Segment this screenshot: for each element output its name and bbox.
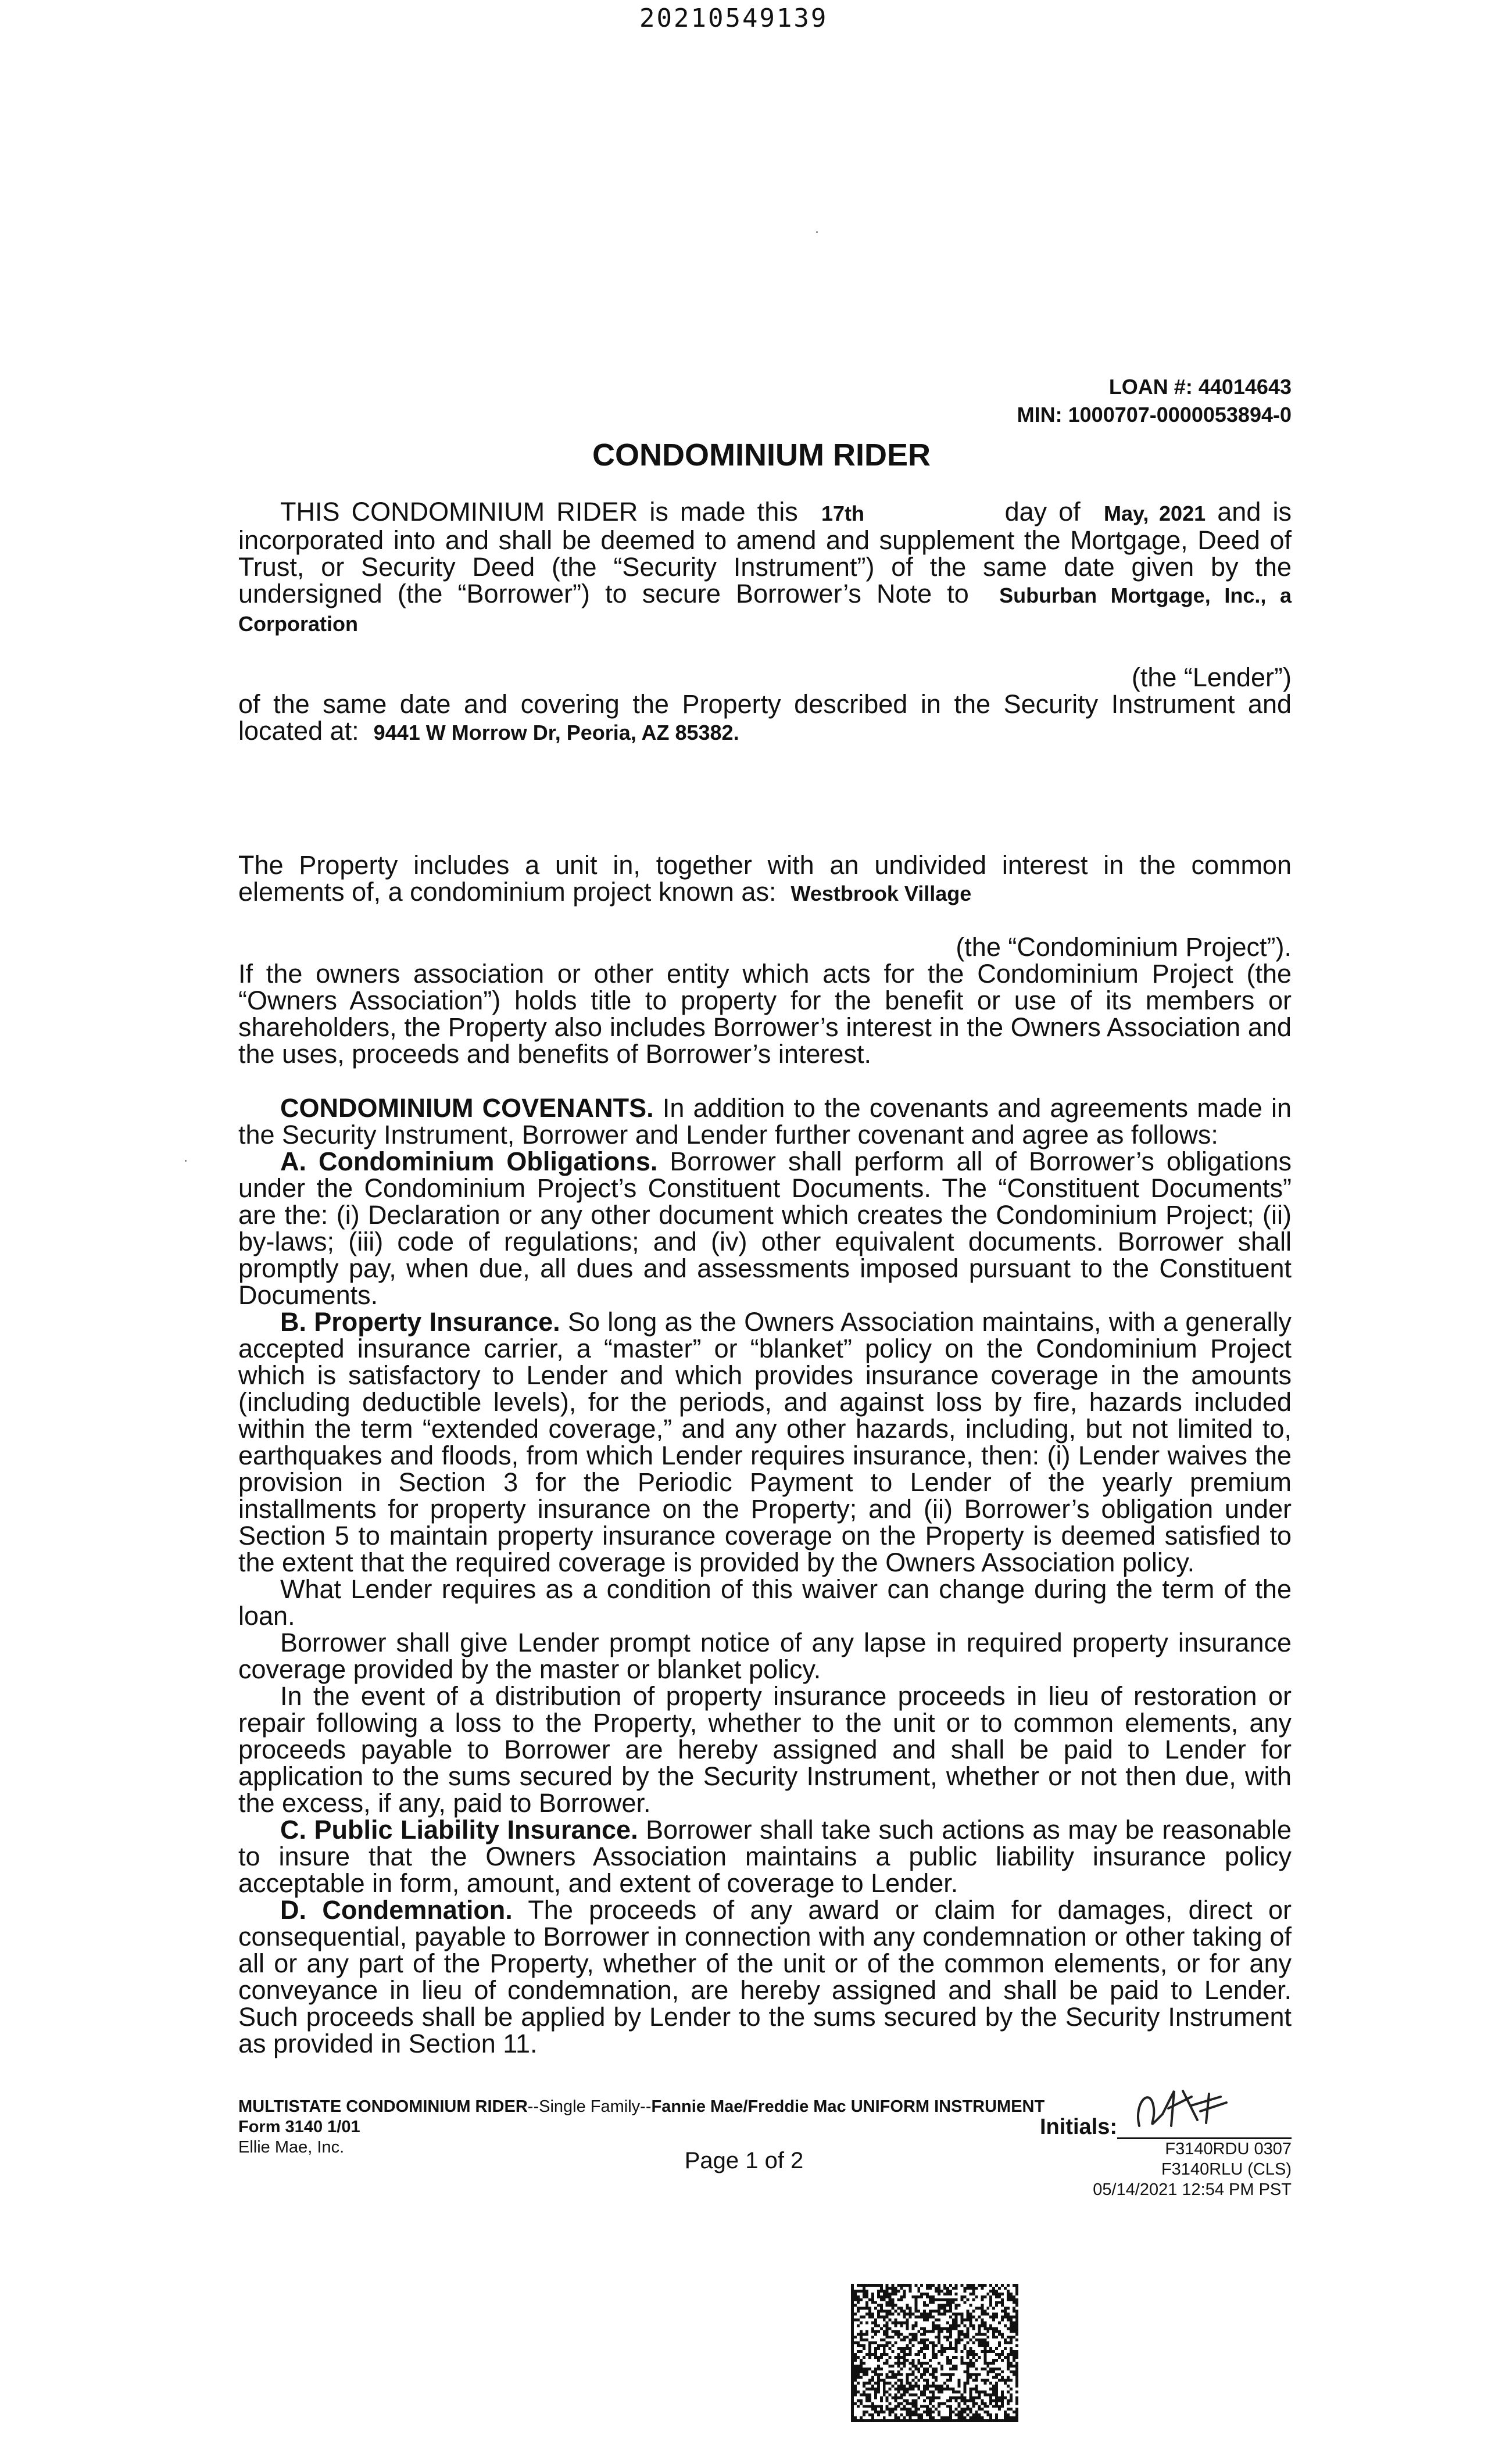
covenant-b: B. Property Insurance. So long as the Owners Association maintains, with a generally accepted insurance carrier, a “master” or “blanket” policy on the Condominium Project which is satisfactory to Lender and which provides insurance coverage in the amounts (including deductible levels), for the periods, and against loss by fire, hazards included within the term “extended coverage,” and any other hazards, including, but not limited to, earthquakes and floods, from which Lender requires insurance, then: (i) Lender waives the provision in Section 3 for the Periodic Payment to Lender of the yearly premium installments for property insurance on the Property; and (ii) Borrower’s obligation under Section 5 to maintain property insurance coverage on the Property is deemed satisfied to the extent that the required coverage is provided by the Owners Association policy. <box>238 1307 1292 1577</box>
scan-speck <box>816 231 818 233</box>
lender-name-field: Suburban Mortgage, Inc., a Corporation <box>238 583 1292 636</box>
lender-designation: (the “Lender”) <box>1131 662 1292 692</box>
covenant-c: C. Public Liability Insurance. Borrower shall take such actions as may be reasonable to insure that the Owners Association maintains a public liability insurance policy acceptable in form, amount, and extent of coverage to Lender. <box>238 1815 1292 1898</box>
project-designation: (the “Condominium Project”). <box>956 932 1292 962</box>
covenant-d: D. Condemnation. The proceeds of any award or claim for damages, direct or consequential, payable to Borrower in connection with any condemnation or other taking of all or any part of the Property, whether of the unit or of the common elements, or for any conveyance in lieu of condemnation, are hereby assigned and shall be paid to Lender. Such proceeds shall be applied by Lender to the sums secured by the Security Instrument as provided in Section 11. <box>238 1895 1292 2058</box>
form-number: Form 3140 1/01 <box>238 2118 360 2136</box>
project-section <box>238 852 1292 1068</box>
covenant-b-waiver: What Lender requires as a condition of this waiver can change during the term of the loan. <box>238 1574 1292 1631</box>
initials-signature-icon <box>1128 2079 1244 2137</box>
initials-row: Initials: <box>1040 2117 1292 2139</box>
page-number: Page 1 of 2 <box>684 2148 804 2173</box>
min-number: MIN: 1000707-0000053894-0 <box>1017 403 1292 427</box>
property-address-field: 9441 W Morrow Dr, Peoria, AZ 85382. <box>373 721 739 744</box>
owners-association-paragraph: If the owners association or other entity which acts for the Condominium Project (the “Owners Association”) holds title to property for the benefit or use of its members or shareholders, the Property also includes Borrower’s interest in the Owners Association and the uses, proceeds and benefits of Borrower’s interest. <box>238 959 1292 1069</box>
form-code-1: F3140RDU 0307 <box>1165 2140 1292 2158</box>
page-title: CONDOMINIUM RIDER <box>592 438 931 472</box>
loan-number: LOAN #: 44014643 <box>1108 375 1292 399</box>
day-field: 17th <box>821 502 865 525</box>
form-title: MULTISTATE CONDOMINIUM RIDER--Single Family--Fannie Mae/Freddie Mac UNIFORM INSTRUMENT <box>238 2097 1045 2116</box>
covenant-a: A. Condominium Obligations. Borrower shall perform all of Borrower’s obligations under the Condominium Project’s Constituent Documents. The “Constituent Documents” are the: (i) Declaration or any other document which creates the Condominium Project; (ii) by-laws; (iii) code of regulations; and (iv) other equivalent documents. Borrower shall promptly pay, when due, all dues and assessments imposed pursuant to the Constituent Documents. <box>238 1147 1292 1310</box>
intro-section <box>238 499 1292 746</box>
intro-paragraph: THIS CONDOMINIUM RIDER is made this 17th day of May, 2021 and is incorporated into and shall be deemed to amend and supplement the Mortgage, Deed of Trust, or Security Deed (the “Security Instrument”) of the same date given by the undersigned (the “Borrower”) to secure Borrower’s Note to Suburban Mortgage, Inc., a Corporation <box>238 497 1292 636</box>
recording-number: 20210549139 <box>639 3 828 33</box>
month-year-field: May, 2021 <box>1104 502 1206 525</box>
vendor-name: Ellie Mae, Inc. <box>238 2138 345 2157</box>
covenant-b-proceeds: In the event of a distribution of property insurance proceeds in lieu of restoration or repair following a loss to the Property, whether to the unit or to common elements, any proceeds payable to Borrower are hereby assigned and shall be paid to Lender for application to the sums secured by the Security Instrument, whether or not then due, with the excess, if any, paid to Borrower. <box>238 1681 1292 1818</box>
project-name-field: Westbrook Village <box>791 882 972 905</box>
form-code-2: F3140RLU (CLS) <box>1161 2160 1292 2179</box>
property-location: of the same date and covering the Property described in the Security Instrument and located at: 9441 W Morrow Dr, Peoria, AZ 85382. <box>238 689 1292 746</box>
scan-speck <box>185 1160 187 1162</box>
barcode-icon <box>850 2284 1020 2422</box>
loan-identifiers <box>1017 373 1292 429</box>
covenants-intro: CONDOMINIUM COVENANTS. In addition to the covenants and agreements made in the Security Instrument, Borrower and Lender further covenant and agree as follows: <box>238 1093 1292 1149</box>
project-paragraph: The Property includes a unit in, together with an undivided interest in the common elements of, a condominium project known as: Westbrook Village <box>238 850 1292 907</box>
print-timestamp: 05/14/2021 12:54 PM PST <box>1093 2180 1292 2199</box>
covenant-b-notice: Borrower shall give Lender prompt notice of any lapse in required property insurance coverage provided by the master or blanket policy. <box>238 1628 1292 1684</box>
covenants-section <box>238 1095 1292 2057</box>
